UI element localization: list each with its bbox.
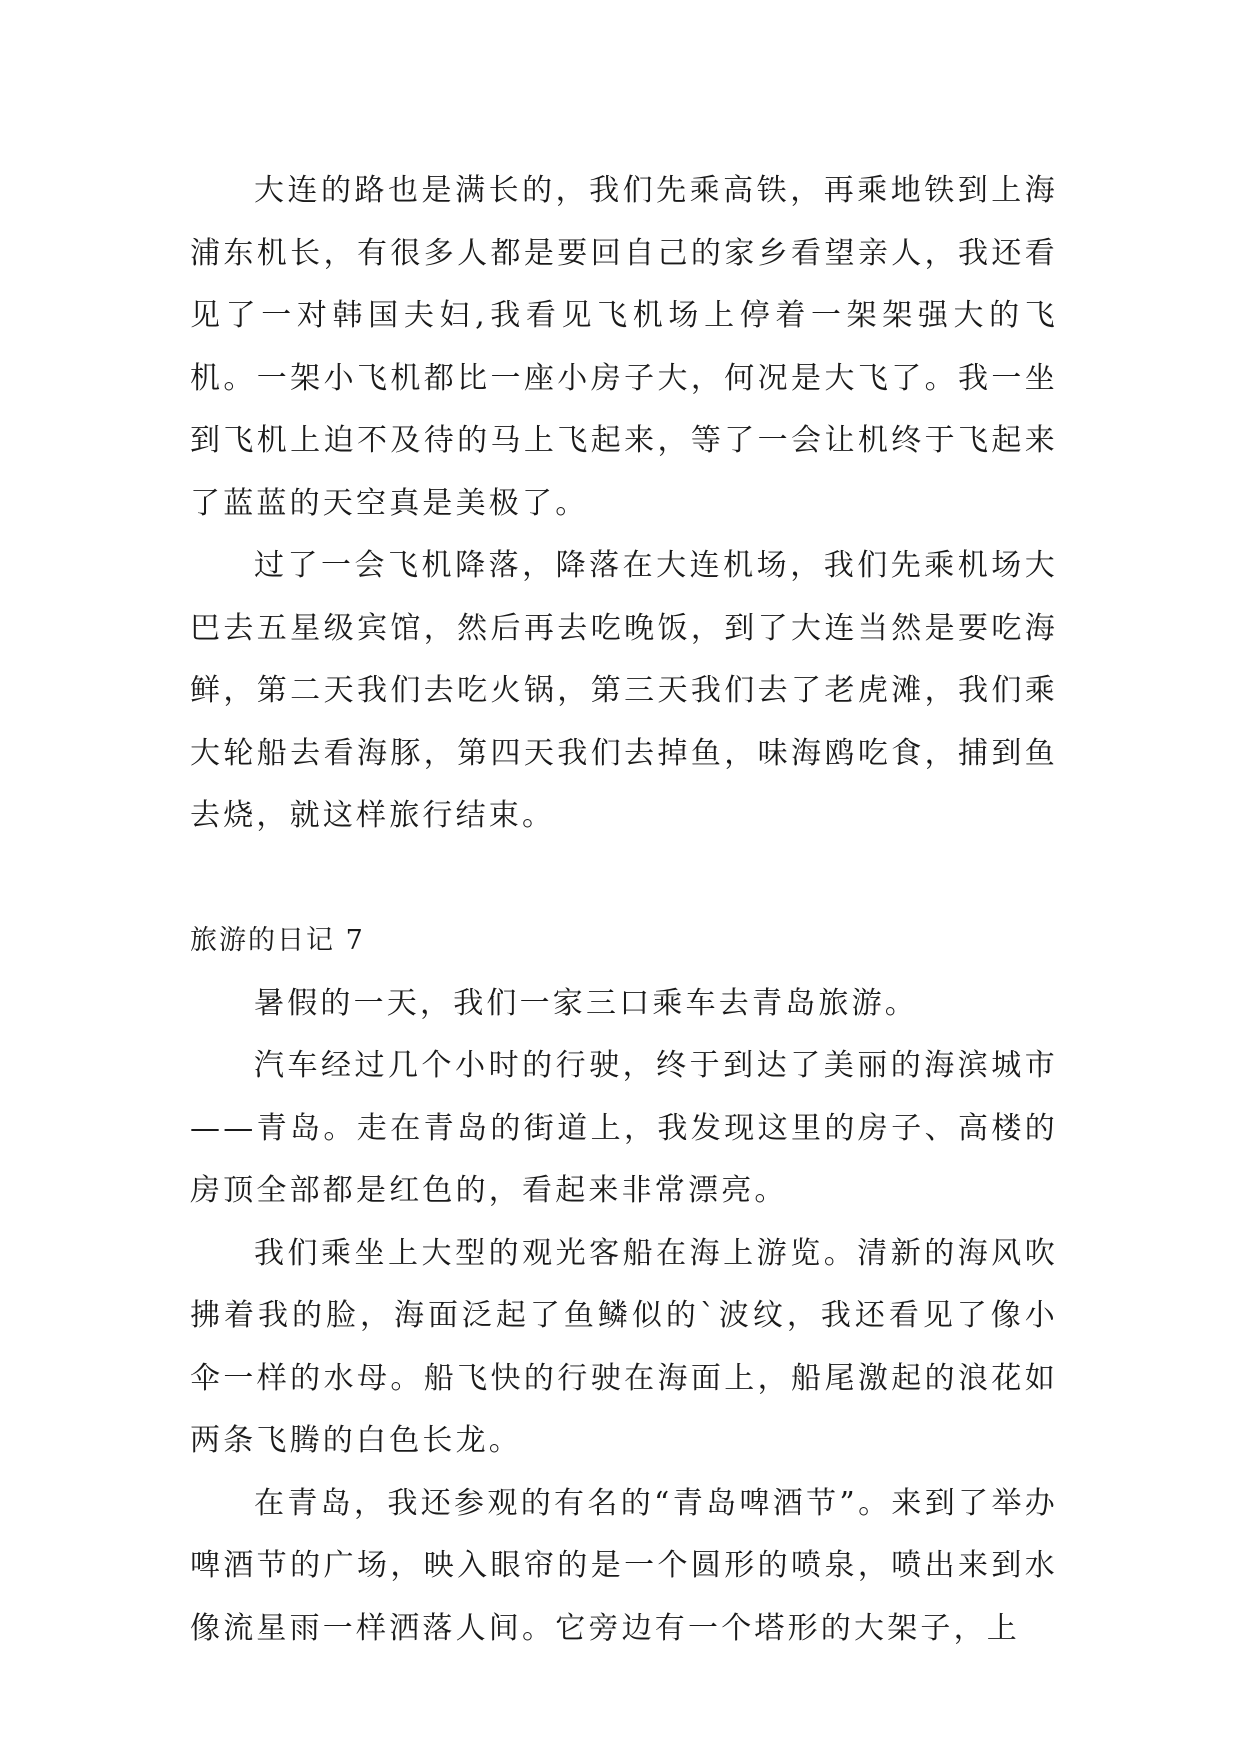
paragraph-sightseeing-boat: 我们乘坐上大型的观光客船在海上游览。清新的海风吹拂着我的脸，海面泛起了鱼鳞似的`波纹，我还看见了像小伞一样的水母。船飞快的行驶在海面上，船尾激起的浪花如两条飞腾的白色长龙。 <box>190 1235 1058 1458</box>
paragraph-beer-festival: 在青岛，我还参观的有名的“青岛啤酒节”。来到了举办啤酒节的广场，映入眼帘的是一个圆形的喷泉，喷出来到水像流星雨一样洒落人间。它旁边有一个塔形的大架子，上 <box>190 1485 1058 1646</box>
paragraph-arrive-qingdao: 汽车经过几个小时的行驶，终于到达了美丽的海滨城市——青岛。走在青岛的街道上，我发现这里的房子、高楼的房顶全部都是红色的，看起来非常漂亮。 <box>190 1048 1058 1208</box>
paragraph-dalian-trip: 大连的路也是满长的，我们先乘高铁，再乘地铁到上海浦东机长，有很多人都是要回自己的家乡看望亲人，我还看见了一对韩国夫妇,我看见飞机场上停着一架架强大的飞机。一架小飞机都比一座小房子大，何况是大飞了。我一坐到飞机上迫不及待的马上飞起来，等了一会让机终于飞起来了蓝蓝的天空真是美极了。 <box>190 173 1058 521</box>
section-spacer <box>190 848 1058 911</box>
document-body <box>190 160 1058 1660</box>
paragraph-summer-day: 暑假的一天，我们一家三口乘车去青岛旅游。 <box>254 985 918 1021</box>
paragraph-dalian-landing: 过了一会飞机降落，降落在大连机场，我们先乘机场大巴去五星级宾馆，然后再去吃晚饭，到了大连当然是要吃海鲜，第二天我们去吃火锅，第三天我们去了老虎滩，我们乘大轮船去看海豚，第四天我们去掉鱼，味海鸥吃食，捕到鱼去烧，就这样旅行结束。 <box>190 548 1058 833</box>
section-heading: 旅游的日记 7 <box>190 925 365 956</box>
